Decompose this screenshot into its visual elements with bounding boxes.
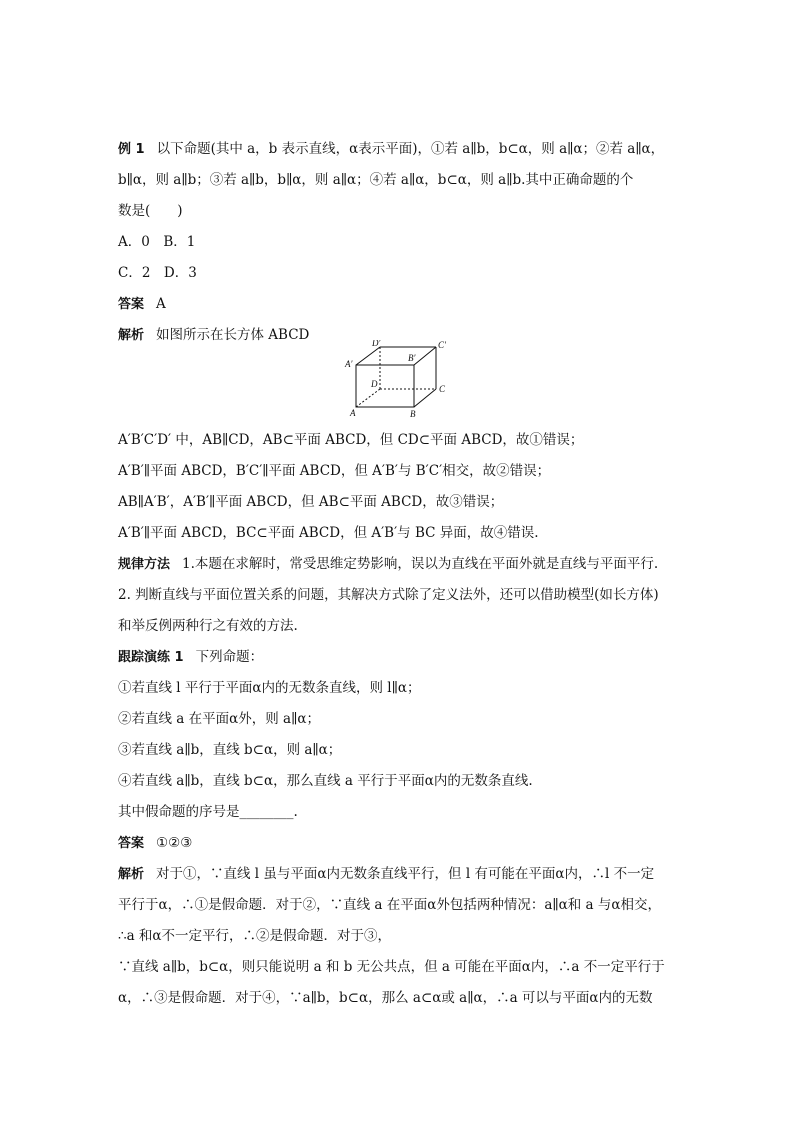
analysis-intro-text: 如图所示在长方体 ABCD	[156, 327, 310, 343]
label-b1: B′	[408, 353, 416, 363]
method-line-3: 和举反例两种行之有效的方法.	[118, 618, 298, 634]
options-row-1: A．0 B．1	[118, 234, 196, 250]
example-line-1	[118, 139, 664, 160]
label-b: B	[410, 409, 416, 418]
options-row-2: C．2 D．3	[118, 265, 197, 281]
analysis-line-2: A′B′∥平面 ABCD，B′C′∥平面 ABCD，但 A′B′与 B′C′相交，故②错误；	[118, 463, 551, 479]
practice-analysis-line-3: ∴a 和α不一定平行，∴②是假命题．对于③，	[118, 928, 392, 944]
label-c: C	[439, 384, 446, 394]
example-analysis-intro	[118, 325, 309, 346]
label-a: A	[350, 408, 356, 418]
practice-item-3: ③若直线 a∥b，直线 b⊂α，则 a∥α；	[118, 742, 342, 758]
practice-answer	[118, 833, 192, 854]
example-label: 例 1	[118, 142, 145, 157]
analysis-line-4: A′B′∥平面 ABCD，BC⊂平面 ABCD，但 A′B′与 BC 异面，故④错误.	[118, 525, 539, 541]
practice-intro: 下列命题：	[195, 649, 264, 665]
method-line-2: 2. 判断直线与平面位置关系的问题，其解决方式除了定义法外，还可以借助模型(如长方体)	[118, 587, 659, 603]
analysis-label: 解析	[118, 328, 145, 343]
method-label: 规律方法	[118, 557, 171, 572]
cuboid-front-face	[356, 365, 414, 407]
practice-item-2: ②若直线 a 在平面α外，则 a∥α；	[118, 711, 320, 727]
practice-question: 其中假命题的序号是________.	[118, 804, 298, 820]
practice-answer-value: ①②③	[156, 835, 193, 851]
analysis-line-1: A′B′C′D′ 中，AB∥CD，AB⊂平面 ABCD，但 CD⊂平面 ABCD，故①错误；	[118, 432, 584, 448]
hidden-edge-a-d	[356, 389, 380, 407]
edge-b1-c1	[414, 347, 436, 365]
edge-b-c	[414, 389, 436, 407]
practice-analysis-line-2: 平行于α，∴①是假命题．对于②，∵直线 a 在平面α外包括两种情况：a∥α和 a 与α相交，	[118, 897, 662, 913]
edge-a1-d1	[356, 347, 380, 365]
answer-value: A	[156, 296, 166, 312]
practice-analysis-label: 解析	[118, 867, 145, 882]
practice-analysis-line-4: ∵直线 a∥b，b⊂α，则只能说明 a 和 b 无公共点，但 a 可能在平面α内，∴a 不一定平行于	[118, 959, 665, 975]
example-line-2: b∥α，则 a∥b；③若 a∥b，b∥α，则 a∥α；④若 a∥α，b⊂α，则 a∥b.其中正确命题的个	[118, 172, 634, 188]
label-a1: A′	[345, 359, 353, 369]
cuboid-figure	[342, 340, 454, 418]
example-line-3: 数是( )	[118, 203, 183, 219]
practice-answer-label: 答案	[118, 836, 145, 851]
method-line-1	[118, 554, 658, 575]
practice-item-4: ④若直线 a∥b，直线 b⊂α，那么直线 a 平行于平面α内的无数条直线.	[118, 773, 533, 789]
label-d: D	[371, 379, 378, 389]
practice-analysis-line-5: α，∴③是假命题．对于④，∵a∥b，b⊂α，那么 a⊂α或 a∥α，∴a 可以与平面α内的无数	[118, 990, 653, 1006]
answer-label: 答案	[118, 297, 145, 312]
practice-heading	[118, 647, 263, 668]
label-d1: D′	[372, 340, 381, 348]
analysis-line-3: AB∥A′B′，A′B′∥平面 ABCD，但 AB⊂平面 ABCD，故③错误；	[118, 494, 504, 510]
example-answer	[118, 294, 166, 315]
label-c1: C′	[438, 340, 446, 350]
practice-analysis-text-1: 对于①，∵直线 l 虽与平面α内无数条直线平行，但 l 有可能在平面α内，∴l 不一定	[156, 866, 655, 882]
practice-analysis-line-1	[118, 864, 654, 885]
method-text-1: 1.本题在求解时，常受思维定势影响，误以为直线在平面外就是直线与平面平行.	[182, 556, 659, 572]
practice-label: 跟踪演练 1	[118, 650, 184, 665]
practice-item-1: ①若直线 l 平行于平面α内的无数条直线，则 l∥α；	[118, 680, 421, 696]
example-text-1: 以下命题(其中 a，b 表示直线，α表示平面)，①若 a∥b，b⊂α，则 a∥α；②若 a∥α，	[156, 141, 665, 157]
